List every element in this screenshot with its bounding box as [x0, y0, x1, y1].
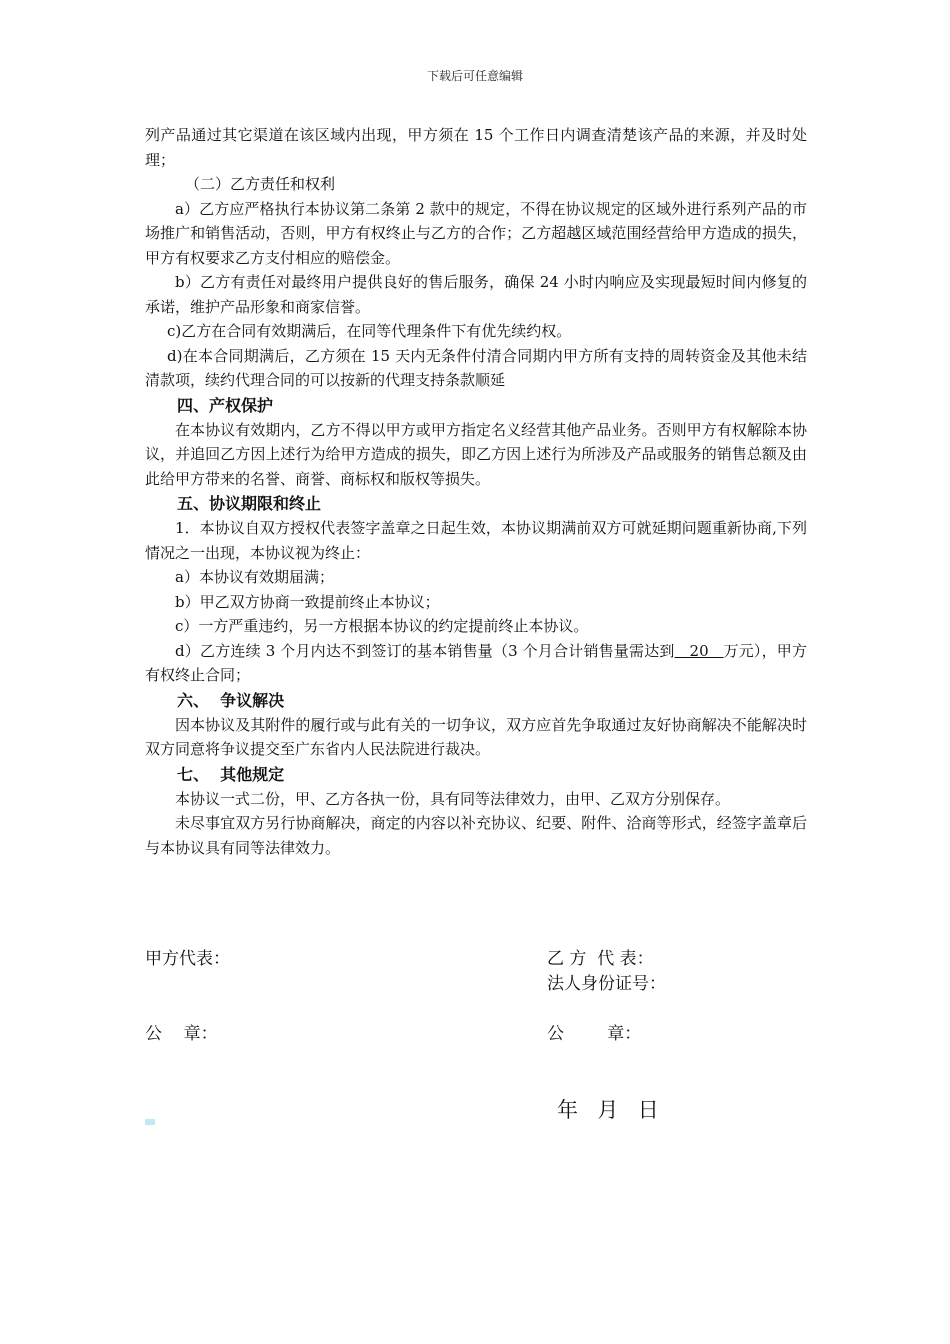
- section-title-party-b: （二）乙方责任和权利: [185, 175, 336, 193]
- clause-5d-post: 万元），甲方有权终止合同；: [145, 641, 807, 684]
- signing-date-label: 年 月 日: [557, 1098, 661, 1122]
- paragraph-section-6: 因本协议及其附件的履行或与此有关的一切争议，双方应首先争取通过友好协商解决不能解决时双方同意将争议提交至广东省内人民法院进行裁决。: [145, 715, 807, 758]
- heading-section-5: 五、协议期限和终止: [177, 494, 322, 513]
- clause-5a: a）本协议有效期届满；: [175, 568, 334, 586]
- paragraph-section-4: 在本协议有效期内，乙方不得以甲方或甲方指定名义经营其他产品业务。否则甲方有权解除本协议，并追回乙方因上述行为给甲方造成的损失，即乙方因上述行为所涉及产品或服务的销售总额及由此给甲方带来的名誉、商誉、商标权和版权等损失。: [145, 420, 807, 488]
- party-b-representative-label: 乙 方 代 表：: [547, 949, 654, 969]
- heading-section-4: 四、产权保护: [177, 395, 274, 415]
- party-a-seal-label: 公 章：: [145, 1024, 218, 1044]
- party-a-representative-label: 甲方代表：: [145, 949, 230, 969]
- clause-5-1: 1．本协议自双方授权代表签字盖章之日起生效，本协议期满前双方可就延期问题重新协商,下列情况之一出现，本协议视为终止：: [145, 519, 807, 562]
- paragraph-section-7-2: 未尽事宜双方另行协商解决，商定的内容以补充协议、纪要、附件、洽商等形式，经签字盖章后与本协议具有同等法律效力。: [145, 814, 807, 857]
- clause-2b: b）乙方有责任对最终用户提供良好的售后服务，确保 24 小时内响应及实现最短时间内修复的承诺，维护产品形象和商家信誉。: [145, 273, 807, 316]
- party-b-seal-label: 公 章：: [547, 1024, 642, 1044]
- clause-5b: b）甲乙双方协商一致提前终止本协议；: [175, 592, 440, 611]
- paragraph-continuation: 列产品通过其它渠道在该区域内出现，甲方须在 15 个工作日内调查清楚该产品的来源，并及时处理；: [145, 126, 807, 169]
- clause-2a: a）乙方应严格执行本协议第二条第 2 款中的规定，不得在协议规定的区域外进行系列产品的市场推广和销售活动，否则，甲方有权终止与乙方的合作；乙方超越区域范围经营给甲方造成的损失，甲方有权要求乙方支付相应的赔偿金。: [145, 199, 807, 267]
- clause-5d: [145, 639, 807, 688]
- cursor-marker: [145, 1119, 155, 1125]
- heading-section-7: 七、 其他规定: [177, 764, 285, 784]
- document-body: [145, 123, 807, 860]
- clause-2c: c)乙方在合同有效期满后，在同等代理条件下有优先续约权。: [167, 322, 572, 340]
- clause-2d: d)在本合同期满后，乙方须在 15 天内无条件付清合同期内甲方所有支持的周转资金及其他未结清款项，续约代理合同的可以按新的代理支持条款顺延: [145, 346, 807, 389]
- sales-target-value: 20: [674, 641, 724, 660]
- clause-5d-pre: d）乙方连续 3 个月内达不到签订的基本销售量（3 个月合计销售量需达到: [175, 641, 675, 660]
- page-header-note: 下载后可任意编辑: [426, 69, 523, 83]
- heading-section-6: 六、 争议解决: [177, 690, 285, 710]
- clause-5c: c）一方严重违约，另一方根据本协议的约定提前终止本协议。: [175, 617, 589, 635]
- legal-id-number-label: 法人身份证号：: [547, 974, 666, 994]
- paragraph-section-7-1: 本协议一式二份，甲、乙方各执一份，具有同等法律效力，由甲、乙双方分别保存。: [175, 789, 731, 808]
